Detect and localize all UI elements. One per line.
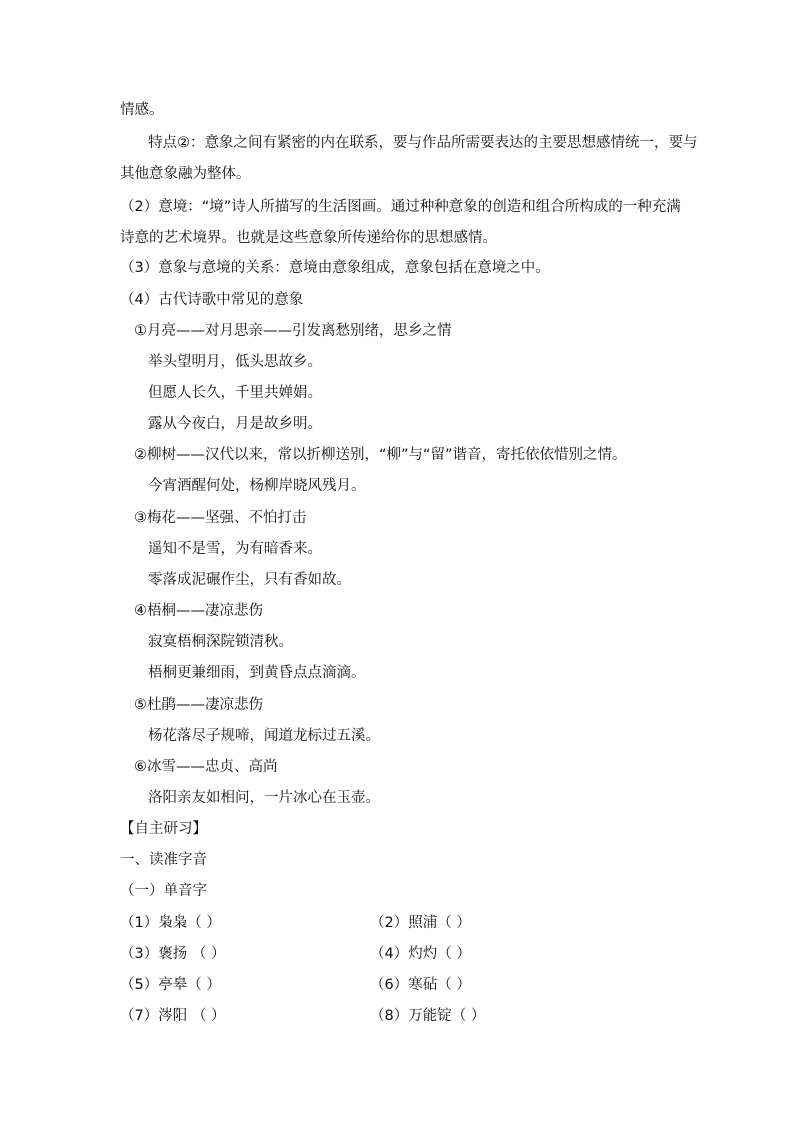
exercise-item: （3）褒扬 （ ） bbox=[120, 946, 226, 962]
text-line: 诗意的艺术境界。也就是这些意象所传递给你的思想感情。 bbox=[120, 230, 497, 246]
text-line: 但愿人长久，千里共婵娟。 bbox=[148, 385, 322, 401]
subsection-heading: （一）单音字 bbox=[120, 883, 207, 899]
text-line: 特点②：意象之间有紧密的内在联系，要与作品所需要表达的主要思想感情统一，要与 bbox=[148, 135, 698, 151]
text-line: ③梅花——坚强、不怕打击 bbox=[134, 510, 307, 526]
text-line: 零落成泥碾作尘，只有香如故。 bbox=[148, 572, 351, 588]
exercise-item: （4）灼灼（ ） bbox=[370, 946, 471, 962]
exercise-item: （7）涔阳 （ ） bbox=[120, 1008, 226, 1024]
exercise-item: （6）寒砧（ ） bbox=[370, 977, 471, 993]
text-line: 情感。 bbox=[120, 102, 164, 118]
text-line: 寂寞梧桐深院锁清秋。 bbox=[148, 634, 293, 650]
text-line: （2）意境：“境”诗人所描写的生活图画。通过种种意象的创造和组合所构成的一种充满 bbox=[120, 199, 681, 215]
text-line: 举头望明月，低头思故乡。 bbox=[148, 354, 322, 370]
text-line: ④梧桐——凄凉悲伤 bbox=[134, 603, 263, 619]
section-heading: 一、读准字音 bbox=[120, 852, 207, 868]
exercise-item: （1）枭枭（ ） bbox=[120, 915, 221, 931]
text-line: ⑤杜鹃——凄凉悲伤 bbox=[134, 697, 263, 713]
text-line: 遥知不是雪，为有暗香来。 bbox=[148, 541, 322, 557]
text-line: 露从今夜白，月是故乡明。 bbox=[148, 416, 322, 432]
text-line: 洛阳亲友如相问，一片冰心在玉壶。 bbox=[148, 790, 380, 806]
text-line: ②柳树——汉代以来，常以折柳送别，“柳”与“留”谐音，寄托依依惜别之情。 bbox=[134, 447, 627, 463]
text-line: （3）意象与意境的关系：意境由意象组成，意象包括在意境之中。 bbox=[120, 260, 550, 276]
exercise-item: （5）亭皋（ ） bbox=[120, 977, 221, 993]
text-line: ⑥冰雪——忠贞、高尚 bbox=[134, 759, 278, 775]
exercise-item: （2）照浦（ ） bbox=[370, 915, 471, 931]
text-line: 其他意象融为整体。 bbox=[120, 166, 251, 182]
text-line: （4）古代诗歌中常见的意象 bbox=[120, 292, 304, 308]
text-line: 杨花落尽子规啼，闻道龙标过五溪。 bbox=[148, 728, 380, 744]
exercise-item: （8）万能锭（ ） bbox=[370, 1008, 486, 1024]
text-line: ①月亮——对月思亲——引发离愁别绪，思乡之情 bbox=[134, 323, 452, 339]
text-line: 今宵酒醒何处，杨柳岸晓风残月。 bbox=[148, 478, 366, 494]
section-heading: 【自主研习】 bbox=[120, 821, 207, 837]
text-line: 梧桐更兼细雨，到黄昏点点滴滴。 bbox=[148, 665, 366, 681]
